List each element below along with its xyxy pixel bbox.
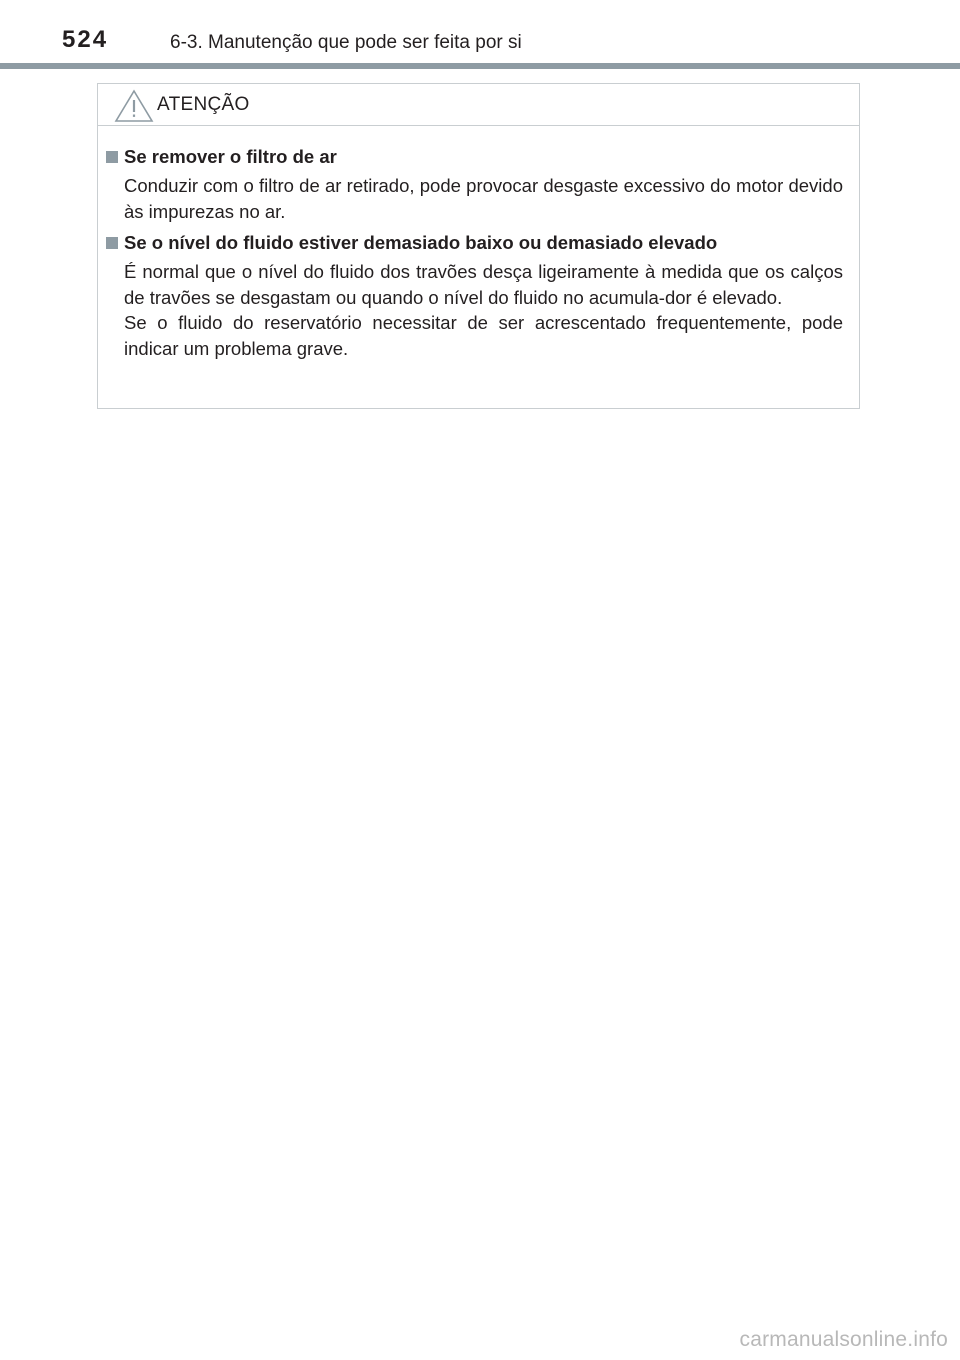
warning-triangle-icon (114, 89, 154, 123)
warning-header (98, 84, 859, 126)
warning-item-air-filter (106, 145, 843, 224)
item-paragraph: É normal que o nível do fluido dos travões desça ligeiramente à medida que os calços de travões se desgastam ou quando o nível do fluido no acumula-dor é elevado. (124, 261, 843, 308)
section-title: 6-3. Manutenção que pode ser feita por si (170, 32, 522, 53)
square-bullet-icon (106, 151, 118, 163)
square-bullet-icon (106, 237, 118, 249)
item-text (106, 259, 843, 361)
item-heading (106, 231, 843, 255)
warning-box (97, 83, 860, 409)
page-number: 524 (62, 26, 109, 53)
watermark: carmanualsonline.info (739, 1328, 948, 1351)
item-heading (106, 145, 843, 169)
item-heading-text: Se remover o filtro de ar (124, 146, 337, 167)
item-heading-text: Se o nível do fluido estiver demasiado baixo ou demasiado elevado (124, 232, 718, 253)
warning-title: ATENÇÃO (157, 94, 250, 115)
warning-item-fluid-level (106, 231, 843, 361)
item-text (106, 173, 843, 224)
item-paragraph: Conduzir com o filtro de ar retirado, pode provocar desgaste excessivo do motor devido às impurezas no ar. (124, 175, 843, 222)
header-divider (0, 63, 960, 69)
item-paragraph: Se o fluido do reservatório necessitar de ser acrescentado frequentemente, pode indicar um problema grave. (124, 312, 843, 359)
warning-body (98, 126, 859, 361)
